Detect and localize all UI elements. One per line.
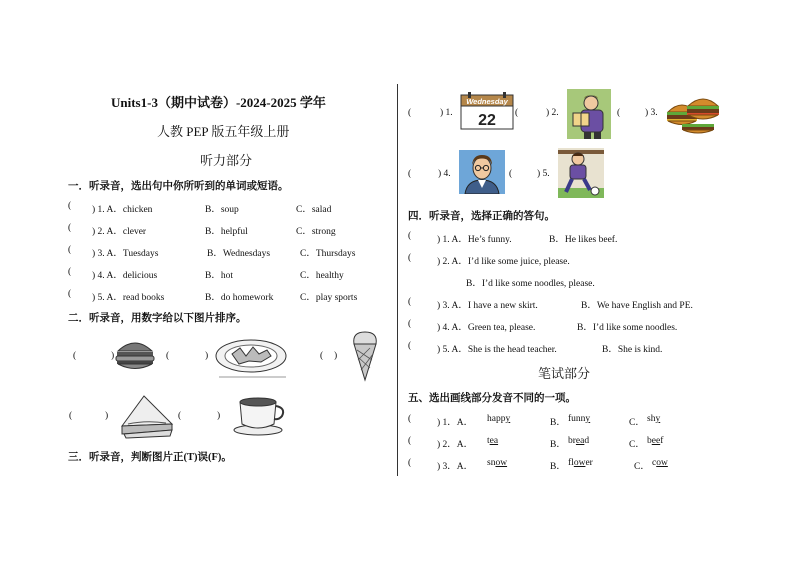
answer-paren-close: ) (205, 351, 209, 361)
question-number: ) 1．A． (437, 418, 474, 428)
question-option-c: C．strong (296, 227, 336, 237)
underlined-part: y (585, 414, 591, 424)
picture-item-label: ) 5. (537, 169, 550, 179)
underlined-part: y (505, 414, 511, 424)
question-option-b: B．do homework (205, 293, 274, 303)
question-option-b: B．hot (205, 271, 233, 281)
answer-paren-open: ( (73, 351, 77, 361)
answer-paren-open: ( (617, 108, 621, 118)
listening-part-heading: 听力部分 (200, 153, 253, 168)
question-option-a: ) 4. A．delicious (92, 271, 158, 281)
boy-reading-icon (567, 89, 611, 139)
question-option-b: B．She is kind. (602, 345, 663, 355)
question-option-a: ) 2. A．I’d like some juice, please. (437, 257, 570, 267)
question-paren: ( (408, 341, 412, 351)
question-option-a: ) 2. A．clever (92, 227, 147, 237)
question-paren: ( (68, 267, 72, 277)
question-option-b: B．We have English and PE. (581, 301, 693, 311)
word-option-c: cow (652, 458, 668, 468)
question-option-c: C．Thursdays (300, 249, 356, 259)
section2-title: 二．听录音，用数字给以下图片排序。 (68, 313, 247, 324)
underlined-part: ow (656, 458, 668, 468)
calendar-date: 22 (478, 112, 496, 129)
word-option-c-label: C． (634, 462, 650, 472)
answer-paren-open: ( (408, 108, 412, 118)
picture-item-label: ) 3. (645, 108, 658, 118)
question-option-a: ) 5. A．She is the head teacher. (437, 345, 557, 355)
salad-plate-icon (214, 334, 288, 380)
question-option-c: C．healthy (300, 271, 344, 281)
word-option-a: snow (487, 458, 508, 468)
question-option-b: B．I’d like some noodles. (577, 323, 678, 333)
answer-paren-open: ( (178, 411, 182, 421)
question-option-b: B．helpful (205, 227, 248, 237)
answer-paren-open: ( (166, 351, 170, 361)
question-option-b: B．I’d like some noodles, please. (466, 279, 595, 289)
ice-cream-cone-icon (350, 330, 380, 382)
section5-title: 五、选出画线部分发音不同的一项。 (408, 393, 576, 404)
answer-paren-open: ( (515, 108, 519, 118)
question-paren: ( (408, 319, 412, 329)
word-option-b: bread (568, 436, 590, 446)
hamburger-icon (115, 337, 155, 371)
answer-paren-close: ) (105, 411, 109, 421)
teacher-portrait-icon (459, 150, 505, 194)
question-number: ) 3．A． (437, 462, 474, 472)
written-part-heading: 笔试部分 (538, 366, 591, 381)
question-option-a: ) 3. A．Tuesdays (92, 249, 159, 259)
word-option-c: beef (647, 436, 664, 446)
question-paren: ( (408, 458, 412, 468)
question-option-a: ) 5. A．read books (92, 293, 165, 303)
word-option-c: shy (647, 414, 661, 424)
word-option-c-label: C． (629, 418, 645, 428)
boy-playing-sports-icon (558, 148, 604, 198)
underlined-part: ea (575, 436, 585, 446)
word-option-b-label: B． (550, 462, 566, 472)
answer-paren-close: ) (111, 351, 115, 361)
answer-paren-close: ) (217, 411, 221, 421)
two-hamburgers-icon (664, 92, 722, 134)
section4-title: 四．听录音，选择正确的答句。 (408, 211, 555, 222)
section1-title: 一．听录音，选出句中你所听到的单词或短语。 (68, 181, 289, 192)
tea-cup-icon (232, 392, 288, 436)
question-option-b: B．Wednesdays (207, 249, 271, 259)
answer-paren-open: ( (509, 169, 513, 179)
word-option-a: tea (487, 436, 499, 446)
question-option-c: C．play sports (300, 293, 358, 303)
question-paren: ( (408, 231, 412, 241)
word-option-c-label: C． (629, 440, 645, 450)
calendar-icon (460, 92, 514, 130)
question-paren: ( (408, 436, 412, 446)
sandwich-icon (118, 390, 176, 440)
answer-paren-open: ( (69, 411, 73, 421)
underlined-part: ee (651, 436, 661, 446)
calendar-day: Wednesday (466, 97, 508, 106)
answer-paren-close: ) (334, 351, 338, 361)
question-option-c: C．salad (296, 205, 332, 215)
picture-item-label: ) 4. (438, 169, 451, 179)
word-option-b-label: B． (550, 418, 566, 428)
word-option-b: funny (568, 414, 591, 424)
answer-paren-open: ( (320, 351, 324, 361)
word-option-a: happy (487, 414, 511, 424)
section3-title: 三．听录音，判断图片正(T)误(F)。 (68, 452, 232, 463)
underlined-part: y (655, 414, 661, 424)
exam-subtitle: 人教 PEP 版五年级上册 (157, 124, 290, 139)
question-option-b: B．He likes beef. (549, 235, 618, 245)
underlined-part: ow (495, 458, 508, 468)
question-paren: ( (408, 414, 412, 424)
question-number: ) 2．A． (437, 440, 474, 450)
question-paren: ( (68, 245, 72, 255)
question-paren: ( (68, 289, 72, 299)
picture-item-label: ) 2. (546, 108, 559, 118)
underlined-part: ow (573, 458, 586, 468)
picture-item-label: ) 1. (440, 108, 453, 118)
question-option-a: ) 4. A．Green tea, please. (437, 323, 536, 333)
question-option-a: ) 1. A．He’s funny. (437, 235, 512, 245)
question-paren: ( (68, 201, 72, 211)
underlined-part: ea (489, 436, 499, 446)
word-option-b: flower (568, 458, 593, 468)
exam-title: Units1-3（期中试卷）-2024-2025 学年 (111, 95, 326, 110)
question-paren: ( (408, 253, 412, 263)
question-option-b: B．soup (205, 205, 239, 215)
question-option-a: ) 1. A．chicken (92, 205, 153, 215)
column-divider (397, 84, 398, 476)
answer-paren-open: ( (408, 169, 412, 179)
question-paren: ( (68, 223, 72, 233)
word-option-b-label: B． (550, 440, 566, 450)
question-paren: ( (408, 297, 412, 307)
question-option-a: ) 3. A．I have a new skirt. (437, 301, 538, 311)
